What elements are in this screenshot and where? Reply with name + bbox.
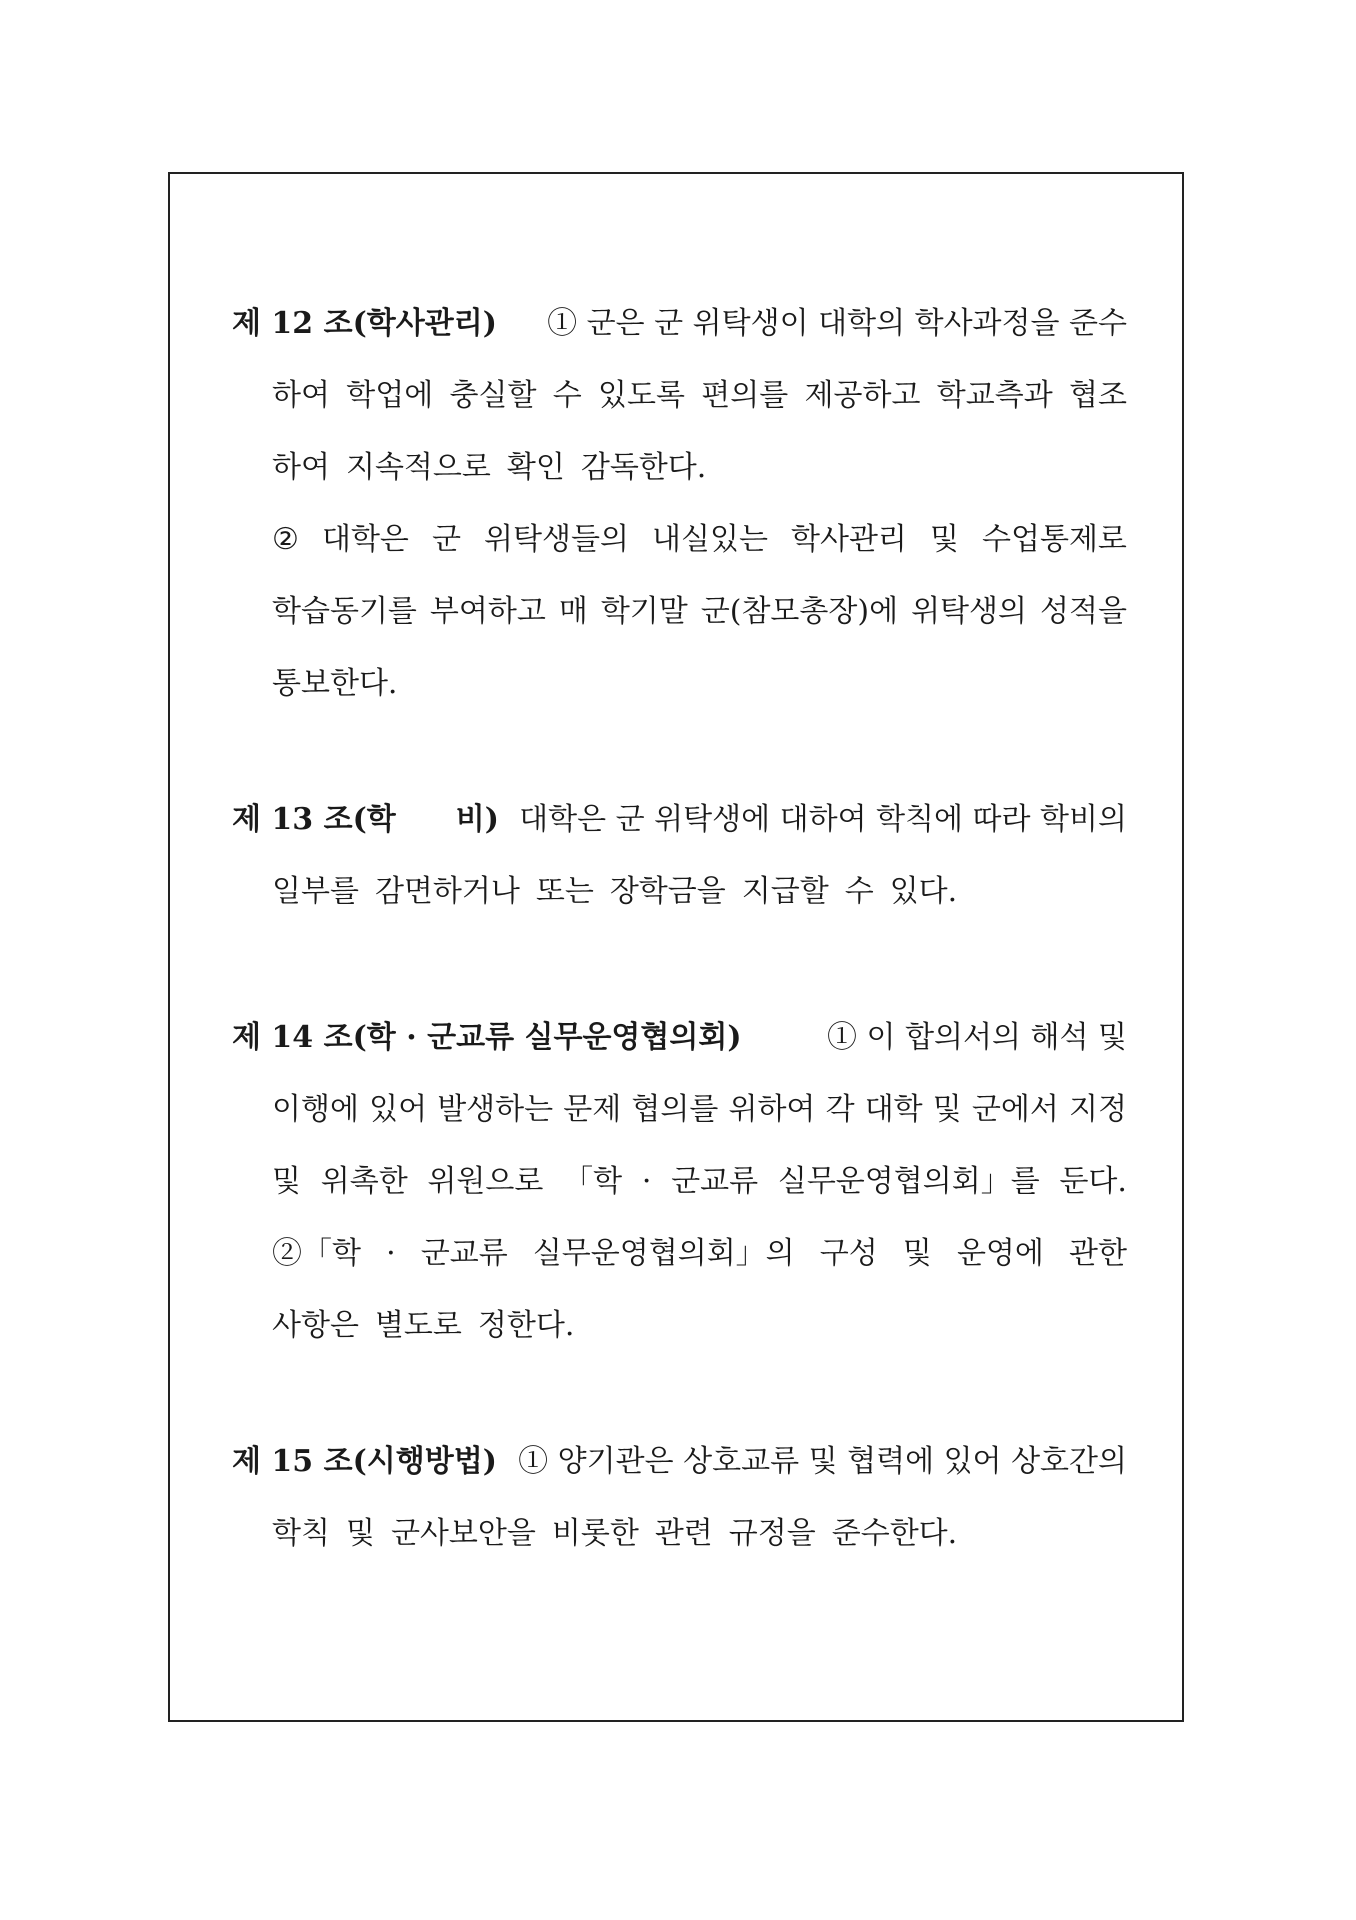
article-13 <box>232 784 1127 928</box>
article-line: 하여 지속적으로 확인 감독한다. <box>272 450 707 485</box>
article-line: 일부를 감면하거나 또는 장학금을 지급할 수 있다. <box>272 874 958 909</box>
article-line <box>232 1002 1127 1074</box>
article-line: 사항은 별도로 정한다. <box>272 1308 575 1343</box>
article-text: 대학은 군 위탁생에 대하여 학칙에 따라 학비의 <box>519 802 1127 837</box>
article-text: ① 이 합의서의 해석 및 <box>827 1020 1127 1055</box>
article-14 <box>232 1002 1127 1362</box>
article-line: ②「학 · 군교류 실무운영협의회」의 구성 및 운영에 관한 <box>272 1236 1127 1271</box>
article-line: 및 위촉한 위원으로 「학 · 군교류 실무운영협의회」를 둔다. <box>272 1164 1127 1199</box>
article-heading: 제 14 조(학 · 군교류 실무운영협의회) <box>232 1020 742 1055</box>
article-line: 학칙 및 군사보안을 비롯한 관련 규정을 준수한다. <box>272 1516 958 1551</box>
article-line: 통보한다. <box>272 666 398 701</box>
article-heading: 제 15 조(시행방법) <box>232 1444 497 1479</box>
article-line <box>232 1426 1127 1498</box>
article-heading: 제 13 조(학 비) <box>232 802 499 837</box>
article-line: 하여 학업에 충실할 수 있도록 편의를 제공하고 학교측과 협조 <box>272 378 1127 413</box>
article-line: 이행에 있어 발생하는 문제 협의를 위하여 각 대학 및 군에서 지정 <box>272 1092 1127 1127</box>
article-line: ② 대학은 군 위탁생들의 내실있는 학사관리 및 수업통제로 <box>272 522 1127 557</box>
article-heading: 제 12 조(학사관리) <box>232 306 497 341</box>
article-text: ① 양기관은 상호교류 및 협력에 있어 상호간의 <box>518 1444 1127 1479</box>
article-line: 학습동기를 부여하고 매 학기말 군(참모총장)에 위탁생의 성적을 <box>272 594 1127 629</box>
article-line <box>232 784 1127 856</box>
article-12 <box>232 288 1127 720</box>
article-line <box>232 288 1127 360</box>
article-15 <box>232 1426 1127 1570</box>
article-text: ① 군은 군 위탁생이 대학의 학사과정을 준수 <box>547 306 1127 341</box>
